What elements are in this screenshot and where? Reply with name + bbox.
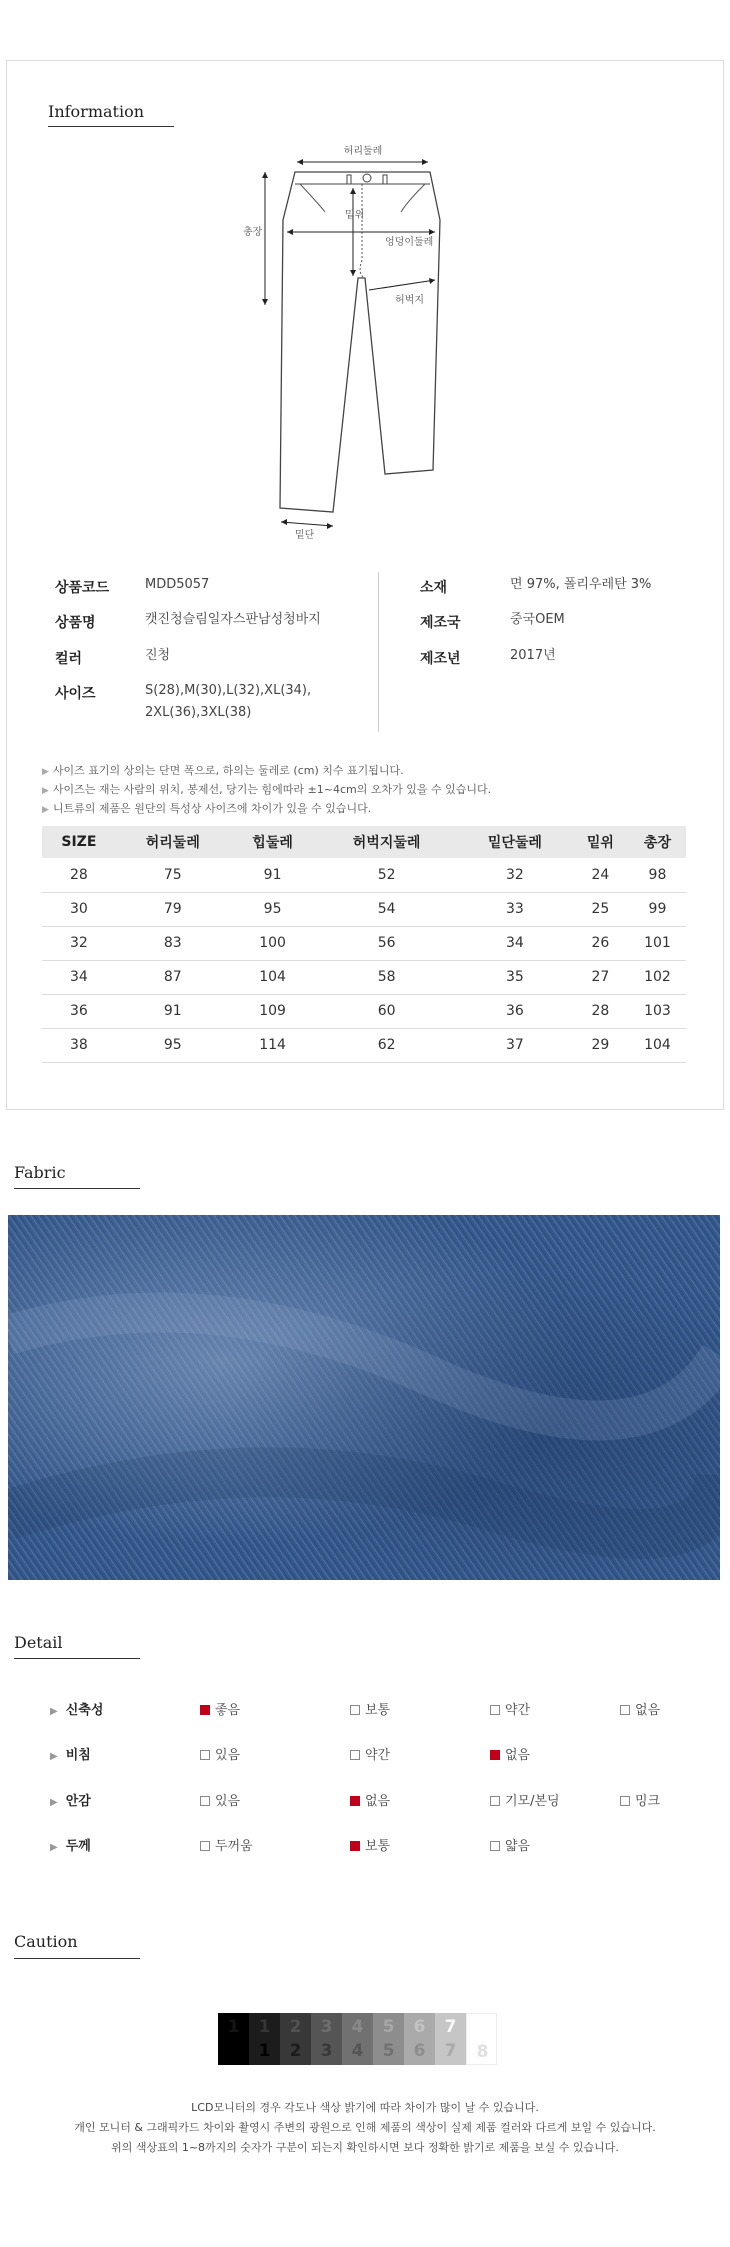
table-cell: 101 <box>629 926 686 960</box>
detail-label-text: 신축성 <box>65 1703 104 1718</box>
checked-box-icon <box>490 1750 500 1760</box>
detail-title <box>14 1633 63 1652</box>
unchecked-box-icon <box>200 1796 210 1806</box>
triangle-bullet-icon: ▶ <box>50 1751 58 1762</box>
hem-label: 밑단 <box>295 530 315 540</box>
pants-size-diagram <box>235 140 495 540</box>
brightness-swatch <box>218 2013 249 2065</box>
table-cell: 32 <box>42 926 116 960</box>
table-cell: 58 <box>315 960 458 994</box>
note-item <box>42 762 692 781</box>
table-cell: 103 <box>629 994 686 1028</box>
detail-option <box>350 1790 390 1809</box>
brightness-swatch <box>280 2013 311 2065</box>
detail-option-text: 보통 <box>365 1839 391 1854</box>
detail-option <box>350 1699 390 1718</box>
caution-line: 개인 모니터 & 그래픽카드 차이와 촬영시 주변의 광원으로 인해 제품의 색상이 실제 제품 컬러와 다르게 보일 수 있습니다. <box>74 2121 656 2134</box>
detail-option-text: 밍크 <box>635 1794 661 1809</box>
table-cell: 114 <box>230 1028 316 1062</box>
triangle-bullet-icon: ▶ <box>50 1706 58 1717</box>
detail-option <box>350 1744 390 1763</box>
brightness-swatch <box>249 2013 280 2065</box>
swatch-number-top: 1 <box>227 2017 240 2037</box>
table-row <box>42 926 686 960</box>
detail-option-text: 없음 <box>365 1794 391 1809</box>
detail-option <box>200 1835 253 1854</box>
swatch-number-bottom: 7 <box>444 2041 457 2061</box>
detail-option-text: 두꺼움 <box>215 1839 253 1854</box>
detail-option <box>490 1835 530 1854</box>
size-notes <box>42 762 692 819</box>
detail-option <box>490 1699 530 1718</box>
swatch-number-top: 1 <box>258 2017 271 2037</box>
spec-key: 컬러 <box>55 651 83 667</box>
table-cell: 52 <box>315 858 458 892</box>
checked-box-icon <box>350 1841 360 1851</box>
unchecked-box-icon <box>490 1705 500 1715</box>
detail-label <box>50 1835 91 1854</box>
table-cell: 104 <box>230 960 316 994</box>
table-cell: 91 <box>116 994 230 1028</box>
unchecked-box-icon <box>620 1796 630 1806</box>
unchecked-box-icon <box>350 1705 360 1715</box>
fabric-title-text: Fabric <box>14 1163 66 1182</box>
note-text: 니트류의 제품은 원단의 특성상 사이즈에 차이가 있을 수 있습니다. <box>52 802 372 815</box>
table-row <box>42 1028 686 1062</box>
caution-underline <box>14 1958 140 1959</box>
checked-box-icon <box>350 1796 360 1806</box>
spec-key: 제조년 <box>420 651 461 667</box>
table-cell: 28 <box>42 858 116 892</box>
table-cell: 87 <box>116 960 230 994</box>
table-cell: 30 <box>42 892 116 926</box>
detail-option-text: 있음 <box>215 1794 241 1809</box>
table-cell: 25 <box>572 892 629 926</box>
size-table <box>42 826 686 1063</box>
table-cell: 100 <box>230 926 316 960</box>
detail-label-text: 두께 <box>65 1839 91 1854</box>
triangle-bullet-icon: ▶ <box>42 767 49 777</box>
table-cell: 37 <box>458 1028 572 1062</box>
pants-outline <box>280 172 440 512</box>
table-cell: 99 <box>629 892 686 926</box>
spec-divider <box>378 572 379 732</box>
detail-option-text: 얇음 <box>505 1839 531 1854</box>
detail-row <box>0 1790 730 1814</box>
swatch-number-bottom: 4 <box>351 2041 364 2061</box>
total-length-label: 총장 <box>243 227 263 238</box>
column-header: SIZE <box>42 826 116 858</box>
detail-option <box>200 1790 240 1809</box>
detail-row <box>0 1835 730 1859</box>
hip-label: 엉덩이둘레 <box>385 237 434 248</box>
table-cell: 36 <box>458 994 572 1028</box>
swatch-number-top: 3 <box>320 2017 333 2037</box>
information-title-text: Information <box>48 102 145 121</box>
fabric-underline <box>14 1188 140 1189</box>
brightness-swatch <box>342 2013 373 2065</box>
thigh-label: 허벅지 <box>395 295 424 306</box>
brightness-swatch <box>435 2013 466 2065</box>
swatch-number-top: 8 <box>476 2018 489 2038</box>
swatch-number-top: 2 <box>289 2017 302 2037</box>
triangle-bullet-icon: ▶ <box>50 1842 58 1853</box>
table-cell: 24 <box>572 858 629 892</box>
spec-value: 2017년 <box>510 648 556 663</box>
column-header: 힙둘레 <box>230 826 316 858</box>
table-cell: 34 <box>458 926 572 960</box>
table-cell: 56 <box>315 926 458 960</box>
detail-option-text: 보통 <box>365 1703 391 1718</box>
information-title <box>48 102 144 121</box>
detail-option <box>200 1744 240 1763</box>
table-cell: 95 <box>230 892 316 926</box>
table-cell: 27 <box>572 960 629 994</box>
table-cell: 109 <box>230 994 316 1028</box>
table-cell: 32 <box>458 858 572 892</box>
spec-value: S(28),M(30),L(32),XL(34), 2XL(36),3XL(38) <box>145 683 312 720</box>
table-cell: 35 <box>458 960 572 994</box>
caution-title <box>14 1932 78 1951</box>
note-item <box>42 800 692 819</box>
table-cell: 102 <box>629 960 686 994</box>
unchecked-box-icon <box>620 1705 630 1715</box>
rise-label: 밑위 <box>345 210 365 221</box>
spec-value: 진청 <box>145 648 171 663</box>
column-header: 허리둘레 <box>116 826 230 858</box>
spec-value: 캣진청슬림일자스판남성청바지 <box>145 612 321 627</box>
unchecked-box-icon <box>490 1841 500 1851</box>
brightness-swatch <box>466 2013 497 2065</box>
table-cell: 26 <box>572 926 629 960</box>
fabric-title <box>14 1163 66 1182</box>
detail-label <box>50 1699 103 1718</box>
note-text: 사이즈 표기의 상의는 단면 폭으로, 하의는 둘레로 (cm) 치수 표기됩니다. <box>52 764 404 777</box>
detail-option-text: 있음 <box>215 1748 241 1763</box>
swatch-number-top: 4 <box>351 2017 364 2037</box>
column-header: 밑단둘레 <box>458 826 572 858</box>
swatch-number-bottom: 5 <box>382 2041 395 2061</box>
table-row <box>42 994 686 1028</box>
unchecked-box-icon <box>200 1841 210 1851</box>
information-underline <box>48 126 174 127</box>
spec-key: 사이즈 <box>55 686 96 702</box>
table-cell: 60 <box>315 994 458 1028</box>
table-cell: 62 <box>315 1028 458 1062</box>
detail-option <box>490 1744 530 1763</box>
spec-key: 상품코드 <box>55 580 110 596</box>
triangle-bullet-icon: ▶ <box>42 805 49 815</box>
spec-key: 상품명 <box>55 615 96 631</box>
detail-option-text: 없음 <box>635 1703 661 1718</box>
detail-row <box>0 1699 730 1723</box>
unchecked-box-icon <box>200 1750 210 1760</box>
triangle-bullet-icon: ▶ <box>50 1797 58 1808</box>
table-cell: 54 <box>315 892 458 926</box>
swatch-number-top: 6 <box>413 2017 426 2037</box>
detail-label-text: 안감 <box>65 1794 91 1809</box>
detail-option <box>620 1790 660 1809</box>
detail-option-text: 없음 <box>505 1748 531 1763</box>
caution-line: 위의 색상표의 1~8까지의 숫자가 구분이 되는지 확인하시면 보다 정확한 밝기로 제품을 보실 수 있습니다. <box>111 2141 619 2154</box>
table-cell: 38 <box>42 1028 116 1062</box>
brightness-swatch <box>311 2013 342 2065</box>
table-cell: 33 <box>458 892 572 926</box>
denim-fabric-image <box>8 1215 720 1580</box>
detail-option-text: 기모/본딩 <box>505 1794 560 1809</box>
caution-line: LCD모니터의 경우 각도나 색상 밝기에 따라 차이가 많이 날 수 있습니다. <box>191 2101 539 2114</box>
swatch-number-bottom: 3 <box>320 2041 333 2061</box>
detail-option-text: 약간 <box>365 1748 391 1763</box>
detail-label <box>50 1790 91 1809</box>
spec-key: 제조국 <box>420 615 461 631</box>
detail-option-text: 좋음 <box>215 1703 241 1718</box>
table-cell: 28 <box>572 994 629 1028</box>
note-item <box>42 781 692 800</box>
caution-title-text: Caution <box>14 1932 78 1951</box>
detail-option-text: 약간 <box>505 1703 531 1718</box>
size-table-header <box>42 826 686 858</box>
unchecked-box-icon <box>490 1796 500 1806</box>
caution-text <box>0 2098 730 2158</box>
detail-option <box>350 1835 390 1854</box>
detail-row <box>0 1744 730 1768</box>
spec-value: 면 97%, 폴리우레탄 3% <box>510 577 652 592</box>
detail-title-text: Detail <box>14 1633 63 1652</box>
table-cell: 29 <box>572 1028 629 1062</box>
detail-underline <box>14 1658 140 1659</box>
unchecked-box-icon <box>350 1750 360 1760</box>
swatch-number-bottom: 6 <box>413 2041 426 2061</box>
swatch-number-top: 5 <box>382 2017 395 2037</box>
swatch-number-bottom: 8 <box>476 2042 489 2062</box>
brightness-swatch <box>404 2013 435 2065</box>
table-cell: 79 <box>116 892 230 926</box>
table-cell: 95 <box>116 1028 230 1062</box>
table-cell: 91 <box>230 858 316 892</box>
spec-value: 중국OEM <box>510 612 565 627</box>
detail-option <box>490 1790 560 1809</box>
column-header: 밑위 <box>572 826 629 858</box>
table-cell: 98 <box>629 858 686 892</box>
column-header: 총장 <box>629 826 686 858</box>
waist-label: 허리둘레 <box>343 146 383 157</box>
table-cell: 104 <box>629 1028 686 1062</box>
swatch-number-bottom: 1 <box>258 2041 271 2061</box>
table-cell: 36 <box>42 994 116 1028</box>
column-header: 허벅지둘레 <box>315 826 458 858</box>
table-row <box>42 858 686 892</box>
brightness-swatch <box>373 2013 404 2065</box>
detail-label-text: 비침 <box>65 1748 91 1763</box>
note-text: 사이즈는 재는 사람의 위치, 봉제선, 당기는 힘에따라 ±1~4cm의 오차가 있을 수 있습니다. <box>52 783 492 796</box>
checked-box-icon <box>200 1705 210 1715</box>
table-cell: 83 <box>116 926 230 960</box>
table-row <box>42 892 686 926</box>
spec-key: 소재 <box>420 580 448 596</box>
swatch-number-bottom: 2 <box>289 2041 302 2061</box>
table-cell: 34 <box>42 960 116 994</box>
detail-option <box>200 1699 240 1718</box>
swatch-number-top: 7 <box>444 2017 457 2037</box>
spec-value: MDD5057 <box>145 577 210 592</box>
detail-option <box>620 1699 660 1718</box>
triangle-bullet-icon: ▶ <box>42 786 49 796</box>
detail-label <box>50 1744 91 1763</box>
table-row <box>42 960 686 994</box>
table-cell: 75 <box>116 858 230 892</box>
